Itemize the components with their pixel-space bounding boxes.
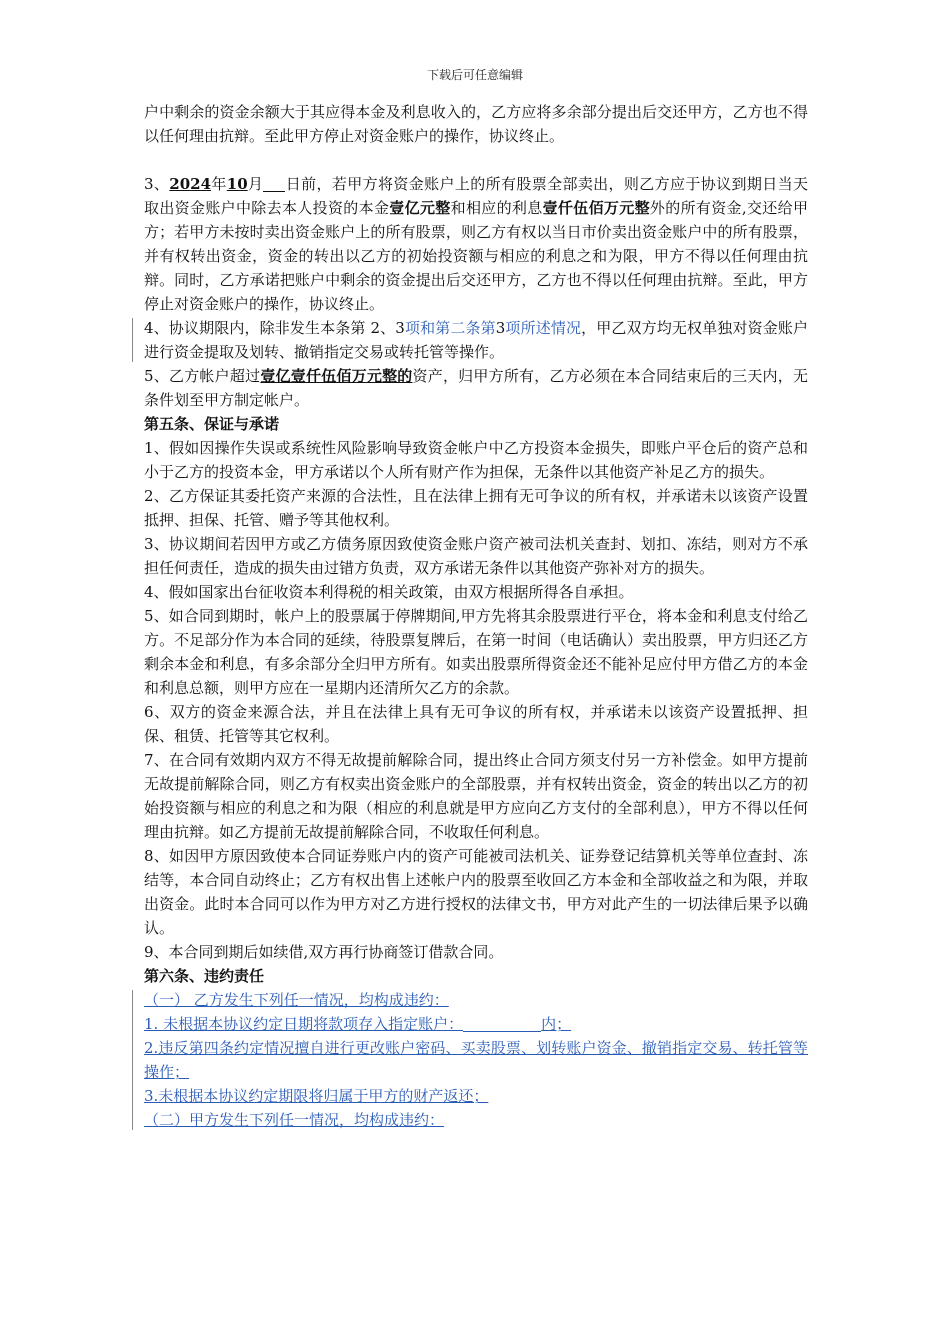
article-5-item-1: 1、假如因操作失误或系统性风险影响导致资金帐户中乙方投资本金损失，即账户平仓后的资产总和小于乙方的投资本金，甲方承诺以个人所有财产作为担保，无条件以其他资产补足乙方的损失。	[144, 439, 808, 481]
clause-3-text-2: 月	[247, 175, 264, 193]
article-6-item-2-text[interactable]: 2.违反第四条约定情况擅自进行更改账户密码、买卖股票、划转账户资金、撤销指定交易、转托管等操作；	[144, 1039, 808, 1081]
article-5-item-4: 4、假如国家出台征收资本利得税的相关政策，由双方根据所得各自承担。	[144, 583, 634, 601]
article-6-section-1-text[interactable]: （一） 乙方发生下列任一情况，均构成违约：	[144, 991, 449, 1009]
clause-3-prefix: 3、	[144, 175, 170, 193]
article-5-item-3: 3、协议期间若因甲方或乙方债务原因致使资金账户资产被司法机关查封、划扣、冻结，则对方不承担任何责任，造成的损失由过错方负责，双方承诺无条件以其他资产弥补对方的损失。	[144, 535, 808, 577]
article-6-item-2	[144, 1036, 808, 1084]
article-6-item-1	[144, 1012, 808, 1036]
clause-3-day-blank	[263, 173, 285, 192]
clause-4-text-2: 3	[495, 319, 506, 337]
article-5-item-5: 5、如合同到期时，帐户上的股票属于停牌期间,甲方先将其余股票进行平仓，将本金和利息支付给乙方。不足部分作为本合同的延续，待股票复牌后，在第一时间（电话确认）卖出股票，甲方归还乙方剩余本金和利息，有多余部分全归甲方所有。如卖出股票所得资金还不能补足应付甲方借乙方的本金和利息总额，则甲方应在一星期内还清所欠乙方的余款。	[144, 607, 808, 697]
clause-5-text-1: 5、乙方帐户超过	[144, 367, 261, 385]
article-5-item-7: 7、在合同有效期内双方不得无故提前解除合同，提出终止合同方须支付另一方补偿金。如甲方提前无故提前解除合同，则乙方有权卖出资金账户的全部股票，并有权转出资金，资金的转出以乙方的初始投资额与相应的利息之和为限（相应的利息就是甲方应向乙方支付的全部利息），甲方不得以任何理由抗辩。如乙方提前无故提前解除合同，不收取任何利息。	[144, 751, 808, 841]
clause-3	[144, 172, 808, 316]
article-6-item-1-text[interactable]: 1. 未根据本协议约定日期将款项存入指定账户：	[144, 1015, 464, 1033]
clause-3-text-4: 和相应的利息	[450, 199, 543, 217]
article-6-item-3	[144, 1084, 808, 1108]
clause-3-amount-1: 壹亿元整	[389, 199, 451, 217]
article-6-section-2	[144, 1108, 808, 1132]
document-body	[144, 100, 808, 1132]
article-6-heading: 第六条、违约责任	[144, 967, 265, 985]
article-6-item-1-suffix[interactable]: 内；	[541, 1015, 572, 1033]
clause-4-text-1: 4、协议期限内，除非发生本条第 2、3	[144, 319, 405, 337]
article-6-item-3-text[interactable]: 3.未根据本协议约定期限将归属于甲方的财产返还；	[144, 1087, 489, 1105]
clause-5	[144, 364, 808, 412]
article-6-revised-block	[144, 988, 808, 1132]
paragraph-continuation: 户中剩余的资金余额大于其应得本金及利息收入的，乙方应将多余部分提出后交还甲方，乙方也不得以任何理由抗辩。至此甲方停止对资金账户的操作，协议终止。	[144, 103, 808, 145]
paragraph-gap	[144, 148, 808, 172]
clause-3-month: 10	[226, 175, 248, 193]
page-header: 下载后可任意编辑	[426, 68, 523, 82]
article-6-section-2-text[interactable]: （二）甲方发生下列任一情况，均构成违约：	[144, 1111, 445, 1129]
clause-3-text-3: 日前，若甲方将资金账户上的所有股票全部卖出，则乙方应于协议到期日当天取出资金账户中除去本人投资的本金	[144, 175, 808, 217]
clause-3-text-1: 年	[211, 175, 227, 193]
article-5-heading: 第五条、保证与承诺	[144, 415, 280, 433]
clause-4-link-2[interactable]: 项所述情况	[505, 319, 582, 337]
article-5-item-8: 8、如因甲方原因致使本合同证券账户内的资产可能被司法机关、证券登记结算机关等单位查封、冻结等，本合同自动终止；乙方有权出售上述帐户内的股票至收回乙方本金和全部收益之和为限，并取出资金。此时本合同可以作为甲方对乙方进行授权的法律文书，甲方对此产生的一切法律后果予以确认。	[144, 847, 808, 937]
article-6-item-1-blank[interactable]	[463, 1015, 541, 1032]
clause-5-text-2: 资产，归甲方所有，乙方必须在本合同结束后的三天内，无条件划至甲方制定帐户。	[144, 367, 808, 409]
clause-5-amount: 壹亿壹仟伍佰万元整的	[260, 367, 413, 385]
article-5-item-6: 6、双方的资金来源合法，并且在法律上具有无可争议的所有权，并承诺未以该资产设置抵押、担保、租赁、托管等其它权利。	[144, 703, 808, 745]
clause-4-text-3: ，甲乙双方均无权单独对资金账户进行资金提取及划转、撤销指定交易或转托管等操作。	[144, 319, 808, 361]
clause-4-link-1[interactable]: 项和第二条第	[404, 319, 496, 337]
clause-3-amount-2: 壹仟伍佰万元整	[542, 199, 650, 217]
article-6-section-1	[144, 988, 808, 1012]
clause-3-year: 2024	[169, 175, 212, 193]
clause-4	[144, 316, 808, 364]
article-5-item-2: 2、乙方保证其委托资产来源的合法性，且在法律上拥有无可争议的所有权，并承诺未以该资产设置抵押、担保、托管、赠予等其他权利。	[144, 487, 808, 529]
clause-3-text-5: 外的所有资金,交还给甲方；若甲方未按时卖出资金账户上的所有股票，则乙方有权以当日市价卖出资金账户中的所有股票，并有权转出资金，资金的转出以乙方的初始投资额与相应的利息之和为限，甲方不得以任何理由抗辩。同时，乙方承诺把账户中剩余的资金提出后交还甲方，乙方也不得以任何理由抗辩。至此，甲方停止对资金账户的操作，协议终止。	[144, 199, 808, 313]
article-5-item-9: 9、本合同到期后如续借,双方再行协商签订借款合同。	[144, 943, 504, 961]
